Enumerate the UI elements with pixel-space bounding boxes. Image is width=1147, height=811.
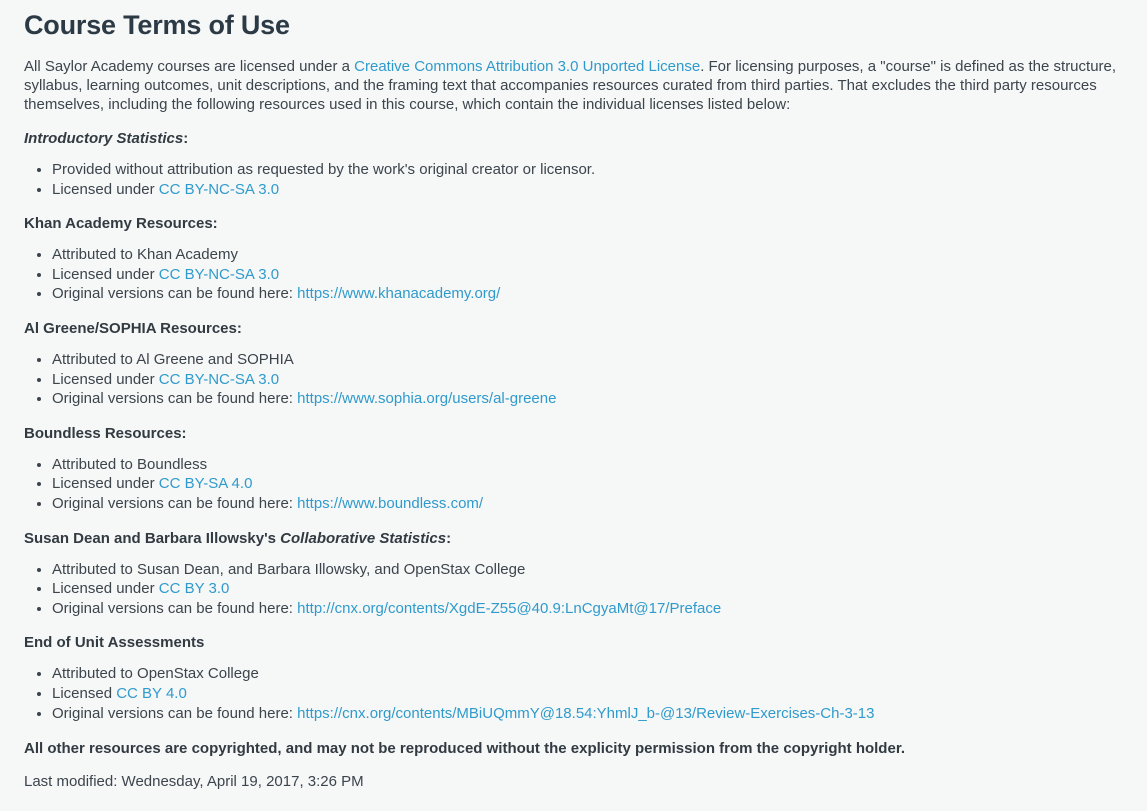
list-item: • Licensed under CC BY-NC-SA 3.0 xyxy=(52,265,1122,285)
last-modified-text: Last modified: Wednesday, April 19, 2017, 3:26 PM xyxy=(24,773,364,791)
inline-link[interactable]: CC BY-NC-SA 3.0 xyxy=(158,180,280,198)
section-heading: Al Greene/SOPHIA Resources: xyxy=(24,319,242,337)
intro-paragraph xyxy=(24,57,1122,114)
list-item: • Original versions can be found here: http://cnx.org/contents/XgdE-Z55@40.9:LnCgyaMt@17/Preface xyxy=(52,599,1122,619)
section-heading: Susan Dean and Barbara Illowsky's Collaborative Statistics: xyxy=(24,529,452,547)
list-item: • Attributed to Al Greene and SOPHIA xyxy=(52,350,1122,370)
copyright-notice: All other resources are copyrighted, and may not be reproduced without the explicity permission from the copyright holder. xyxy=(24,740,905,758)
license-sections xyxy=(24,129,1122,723)
section-heading-italic: Introductory Statistics xyxy=(24,130,184,147)
page-title: Course Terms of Use xyxy=(24,10,290,40)
section-heading: Introductory Statistics: xyxy=(24,130,189,147)
list-item: • Licensed CC BY 4.0 xyxy=(52,684,1122,704)
section-list xyxy=(24,350,1122,409)
list-item: • Attributed to Boundless xyxy=(52,455,1122,475)
section-list xyxy=(24,560,1122,619)
intro-text-after-link: . For licensing purposes, a "course" is defined as the structure, syllabus, learning outcomes, unit descriptions, and the framing text that accompanies resources curated from third parties. That excludes the third party resources themselves, including the following resources used in this course, which contain the individual licenses listed below: xyxy=(24,58,1117,113)
section-list xyxy=(24,245,1122,304)
inline-link[interactable]: https://cnx.org/contents/MBiUQmmY@18.54:YhmlJ_b-@13/Review-Exercises-Ch-3-13 xyxy=(297,704,875,722)
section-list xyxy=(24,664,1122,723)
inline-link[interactable]: CC BY-NC-SA 3.0 xyxy=(158,265,280,283)
section-list xyxy=(24,455,1122,514)
list-item: • Provided without attribution as requested by the work's original creator or licensor. xyxy=(52,160,1122,180)
list-item: • Licensed under CC BY 3.0 xyxy=(52,579,1122,599)
section-list xyxy=(24,160,1122,199)
inline-link[interactable]: https://www.sophia.org/users/al-greene xyxy=(297,390,557,408)
section-heading-italic: Collaborative Statistics xyxy=(280,529,447,547)
inline-link[interactable]: https://www.boundless.com/ xyxy=(297,494,484,512)
list-item: • Original versions can be found here: https://www.boundless.com/ xyxy=(52,494,1122,514)
inline-link[interactable]: https://www.khanacademy.org/ xyxy=(297,285,501,303)
section-heading: Khan Academy Resources: xyxy=(24,215,218,233)
list-item: • Licensed under CC BY-SA 4.0 xyxy=(52,474,1122,494)
inline-link[interactable]: CC BY-NC-SA 3.0 xyxy=(158,370,280,388)
list-item: • Attributed to Susan Dean, and Barbara Illowsky, and OpenStax College xyxy=(52,560,1122,580)
intro-text-before-link: All Saylor Academy courses are licensed under a xyxy=(24,58,355,75)
list-item: • Original versions can be found here: https://www.sophia.org/users/al-greene xyxy=(52,389,1122,409)
inline-link[interactable]: CC BY-SA 4.0 xyxy=(158,475,253,493)
list-item: • Attributed to OpenStax College xyxy=(52,664,1122,684)
section-heading: Boundless Resources: xyxy=(24,424,187,442)
inline-link[interactable]: http://cnx.org/contents/XgdE-Z55@40.9:LnCgyaMt@17/Preface xyxy=(297,599,722,617)
section-heading: End of Unit Assessments xyxy=(24,634,205,652)
list-item: • Licensed under CC BY-NC-SA 3.0 xyxy=(52,370,1122,390)
list-item: • Licensed under CC BY-NC-SA 3.0 xyxy=(52,180,1122,200)
inline-link[interactable]: CC BY 4.0 xyxy=(116,684,187,702)
list-item: • Original versions can be found here: https://www.khanacademy.org/ xyxy=(52,284,1122,304)
list-item: • Attributed to Khan Academy xyxy=(52,245,1122,265)
list-item: • Original versions can be found here: https://cnx.org/contents/MBiUQmmY@18.54:YhmlJ_b-@13/Review-Exercises-Ch-3-13 xyxy=(52,704,1122,724)
creative-commons-license-link[interactable]: Creative Commons Attribution 3.0 Unported License xyxy=(354,58,701,75)
inline-link[interactable]: CC BY 3.0 xyxy=(158,580,230,598)
